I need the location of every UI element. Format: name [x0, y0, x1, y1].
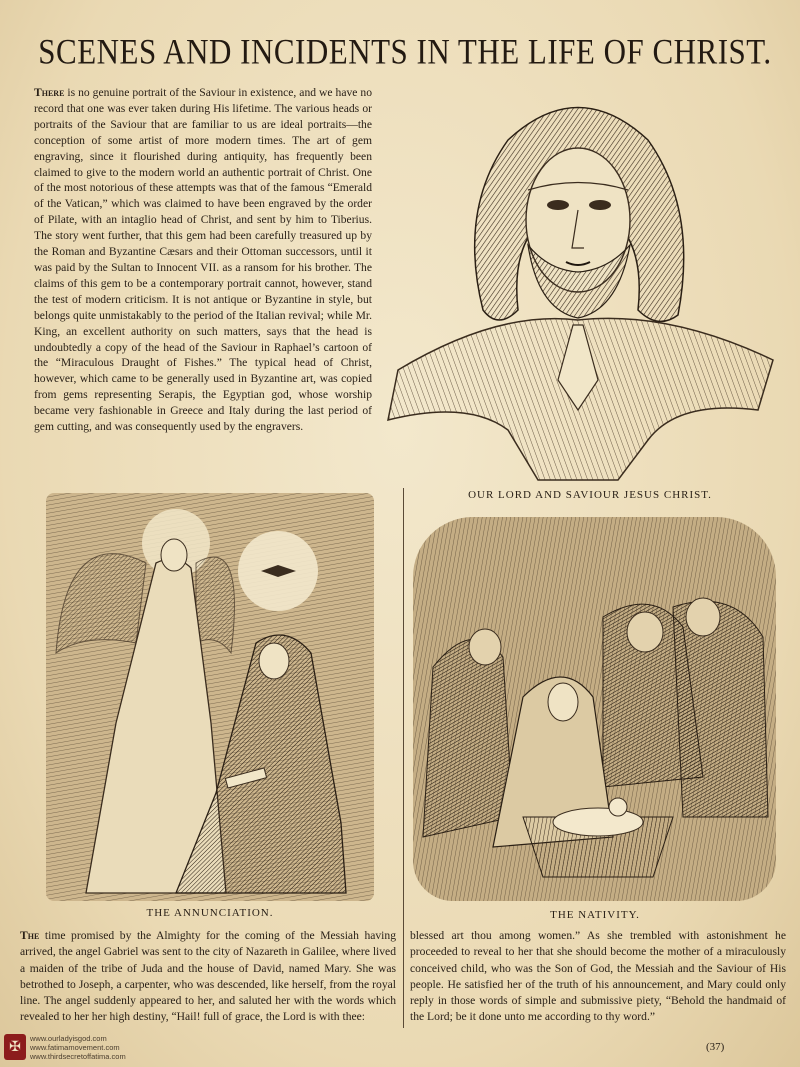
body-left-column — [20, 928, 396, 1026]
portrait-caption: OUR LORD AND SAVIOUR JESUS CHRIST. — [468, 489, 712, 501]
intro-text: is no genuine portrait of the Saviour in existence, and we have no record that one was ever taken during His lifetime. The various heads or portraits of the Saviour that are familiar to us are ideal portraits—the conception of some artist of more modern times. The art of gem engraving, since it flourished during antiquity, has frequently been claimed to give to the modern world an authentic portrait of Christ. One of the most notorious of these attempts was that of the famous “Emerald of the Vatican,” which was claimed to have been engraved by the order of Pilate, with an intaglio head of Christ, and sent by him to Tiberius. The story went further, that this gem had been carefully treasured up by the Roman and Byzantine Cæsars and their Ottoman successors, until it was paid by the Sultan to Innocent VII. as a ransom for his brother. The claims of this gem to be a contemporary portrait cannot, however, stand the test of modern criticism. It is not antique or Byzantine in style, but belongs quite unmistakably to the period of the Italian revival; while Mr. King, an excellent authority on such matters, says that the head is undoubtedly a copy of the head of the Saviour in Raphael’s cartoon of the “Miraculous Draught of Fishes.” The typical head of Christ, however, which came to be generally used in Byzantine art, was copied from gems representing Serapis, the Egyptian god, whose worship became very fashionable in Greece and Italy during the last period of gem cutting, and was consequently used by the engravers. — [34, 86, 372, 434]
body-right-column: blessed art thou among women.” As she trembled with astonishment he proceeded to reveal to her that she should become the mother of a miraculously conceived child, who was the Son of God, the Messiah and the Saviour of His people. He satisfied her of the truth of his announcement, and Mary could only reply in those words of simple and submissive piety, “Behold the handmaid of the Lord; be it done unto me according to thy word.” — [410, 929, 786, 1024]
annunciation-engraving — [46, 493, 374, 901]
watermark — [4, 1034, 126, 1061]
watermark-link[interactable]: www.ourladyisgod.com — [30, 1034, 107, 1043]
nativity-caption: THE NATIVITY. — [550, 909, 640, 921]
nativity-engraving — [413, 517, 776, 901]
body-lead-word: The — [20, 929, 40, 942]
page-number: (37) — [706, 1041, 725, 1053]
watermark-link[interactable]: www.fatimamovement.com — [30, 1043, 120, 1052]
body-left-text: time promised by the Almighty for the coming of the Messiah having arrived, the angel Gabriel was sent to the city of Nazareth in Galilee, where lived a maiden of the tribe of Juda and the house of David, named Mary. She was betrothed to Joseph, a carpenter, who was descended, like herself, from the royal line. The angel suddenly appeared to her, and saluted her with the words which revealed to her her high destiny, “Hail! full of grace, the Lord is with thee: — [20, 929, 396, 1024]
intro-lead-word: There — [34, 86, 65, 99]
intro-paragraph — [34, 85, 372, 435]
annunciation-caption: THE ANNUNCIATION. — [146, 907, 274, 919]
column-divider — [403, 488, 404, 1028]
cross-icon: ✠ — [4, 1034, 26, 1060]
portrait-engraving — [378, 80, 778, 485]
page-title: SCENES AND INCIDENTS IN THE LIFE OF CHRIST. — [38, 31, 772, 72]
watermark-link[interactable]: www.thirdsecretoffatima.com — [30, 1052, 126, 1061]
watermark-links — [30, 1034, 126, 1061]
